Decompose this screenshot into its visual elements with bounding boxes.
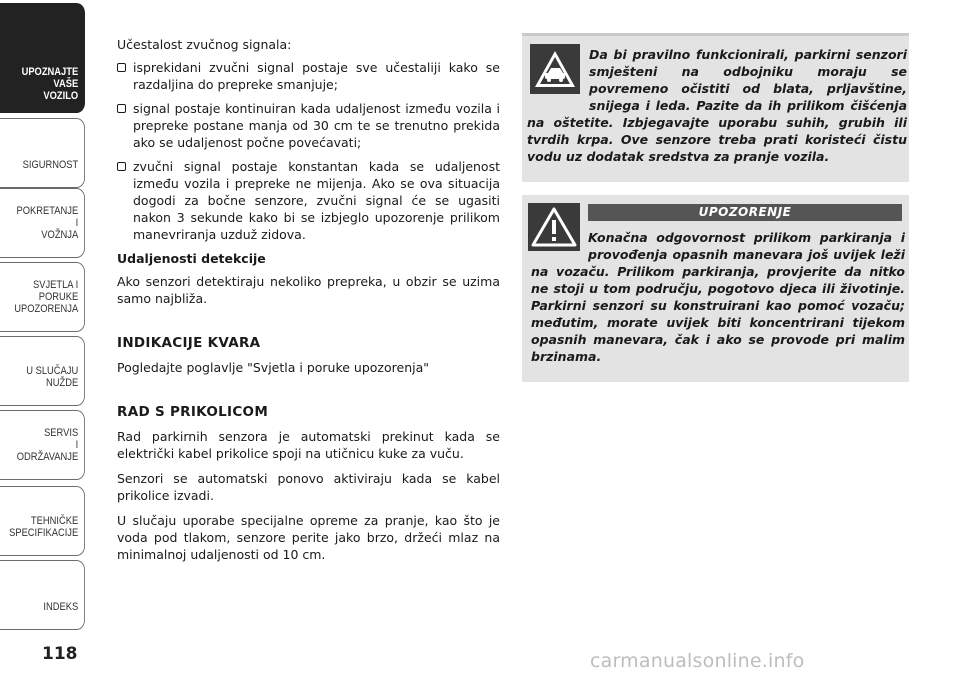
trailer-paragraph-3: U slučaju uporabe specijalne opreme za pranje, kao što je voda pod tlakom, senzore perite jako brzo, držeći mlaz na minimalnoj udaljenosti od 10 cm.: [117, 513, 500, 562]
tab-sigurnost[interactable]: SIGURNOST: [0, 118, 85, 188]
list-item: isprekidani zvučni signal postaje sve učestaliji kako se razdaljina do prepreke smanjuje;: [117, 59, 500, 93]
fault-heading: INDIKACIJE KVARA: [117, 335, 261, 351]
tab-servis-i-odrzavanje[interactable]: SERVIS I ODRŽAVANJE: [0, 410, 85, 480]
main-text-column: [117, 36, 500, 571]
list-item: zvučni signal postaje konstantan kada se udaljenost između vozila i prepreke ne mijenja. Ako se ova situacija dogodi za bočne senzore, zvučni signal će se ugasiti nakon 3 sekunde kako bi se izbjeglo upozorenje prilikom manevriranja uzduž zidova.: [117, 158, 500, 243]
list-item: signal postaje kontinuiran kada udaljenost između vozila i prepreke postane manja od 30 cm te se trenutno prekida ako se udaljenost počne povećavati;: [117, 100, 500, 151]
trailer-paragraph-2: Senzori se automatski ponovo aktiviraju kada se kabel prikolice izvadi.: [117, 471, 500, 503]
warning-text-block: Konačna odgovornost prilikom parkiranja i provođenja opasnih manevara još uvijek leži na vozaču. Prilikom parkiranja, provjerite da nitko ne stoji u tom području, pogotovo djeca ili životinje. Parkirni senzori su konstruirani kao pomoć vozaču; međutim, morate uvijek biti koncentrirani tijekom opasnih manevara, čak i ako se provode pri malim brzinama.: [531, 230, 905, 364]
fault-text: Pogledajte poglavlje "Svjetla i poruke upozorenja": [117, 360, 429, 375]
checkbox-bullet-icon: [117, 63, 126, 72]
note-text-block: Da bi pravilno funkcionirali, parkirni senzori smješteni na odbojniku moraju se povremeno očistiti od blata, prljavštine, snijega i leda. Pazite da ih prilikom čišćenja na oštetite. Izbjegavajte uporabu suhih, grubih ili tvrdih krpa. Ove senzore treba prati koristeći čistu vodu uz dodatak sredstva za pranje vozila.: [527, 47, 907, 164]
trailer-heading: RAD S PRIKOLICOM: [117, 404, 269, 420]
chapter-sidebar: [0, 0, 103, 640]
tab-pokretanje-i-voznja[interactable]: POKRETANJE I VOŽNJA: [0, 188, 85, 258]
signal-intro: Učestalost zvučnog signala:: [117, 37, 292, 52]
checkbox-bullet-icon: [117, 162, 126, 171]
trailer-paragraph-1: Rad parkirnih senzora je automatski prekinut kada se električki kabel prikolice spoji na utičnicu kuke za vuču.: [117, 429, 500, 461]
checkbox-bullet-icon: [117, 104, 126, 113]
watermark: carmanualsonline.info: [590, 650, 805, 672]
tab-tehnicke-specifikacije[interactable]: TEHNIČKE SPECIFIKACIJE: [0, 486, 85, 556]
tab-u-slucaju-nuzde[interactable]: U SLUČAJU NUŽDE: [0, 336, 85, 406]
page-number: 118: [42, 644, 78, 664]
tab-upoznajte-vase-vozilo[interactable]: UPOZNAJTE VAŠE VOZILO: [0, 3, 85, 113]
warning-title: UPOZORENJE: [588, 204, 902, 221]
warning-box: [522, 195, 909, 382]
tab-indeks[interactable]: INDEKS: [0, 560, 85, 630]
warning-triangle-icon: [528, 203, 580, 251]
car-on-road-icon: [530, 44, 580, 94]
tab-svjetla-i-poruke[interactable]: SVJETLA I PORUKE UPOZORENJA: [0, 262, 85, 332]
detection-heading: Udaljenosti detekcije: [117, 251, 266, 266]
detection-text: Ako senzori detektiraju nekoliko prepreka, u obzir se uzima samo najbliža.: [117, 274, 500, 306]
note-box: [522, 33, 909, 182]
